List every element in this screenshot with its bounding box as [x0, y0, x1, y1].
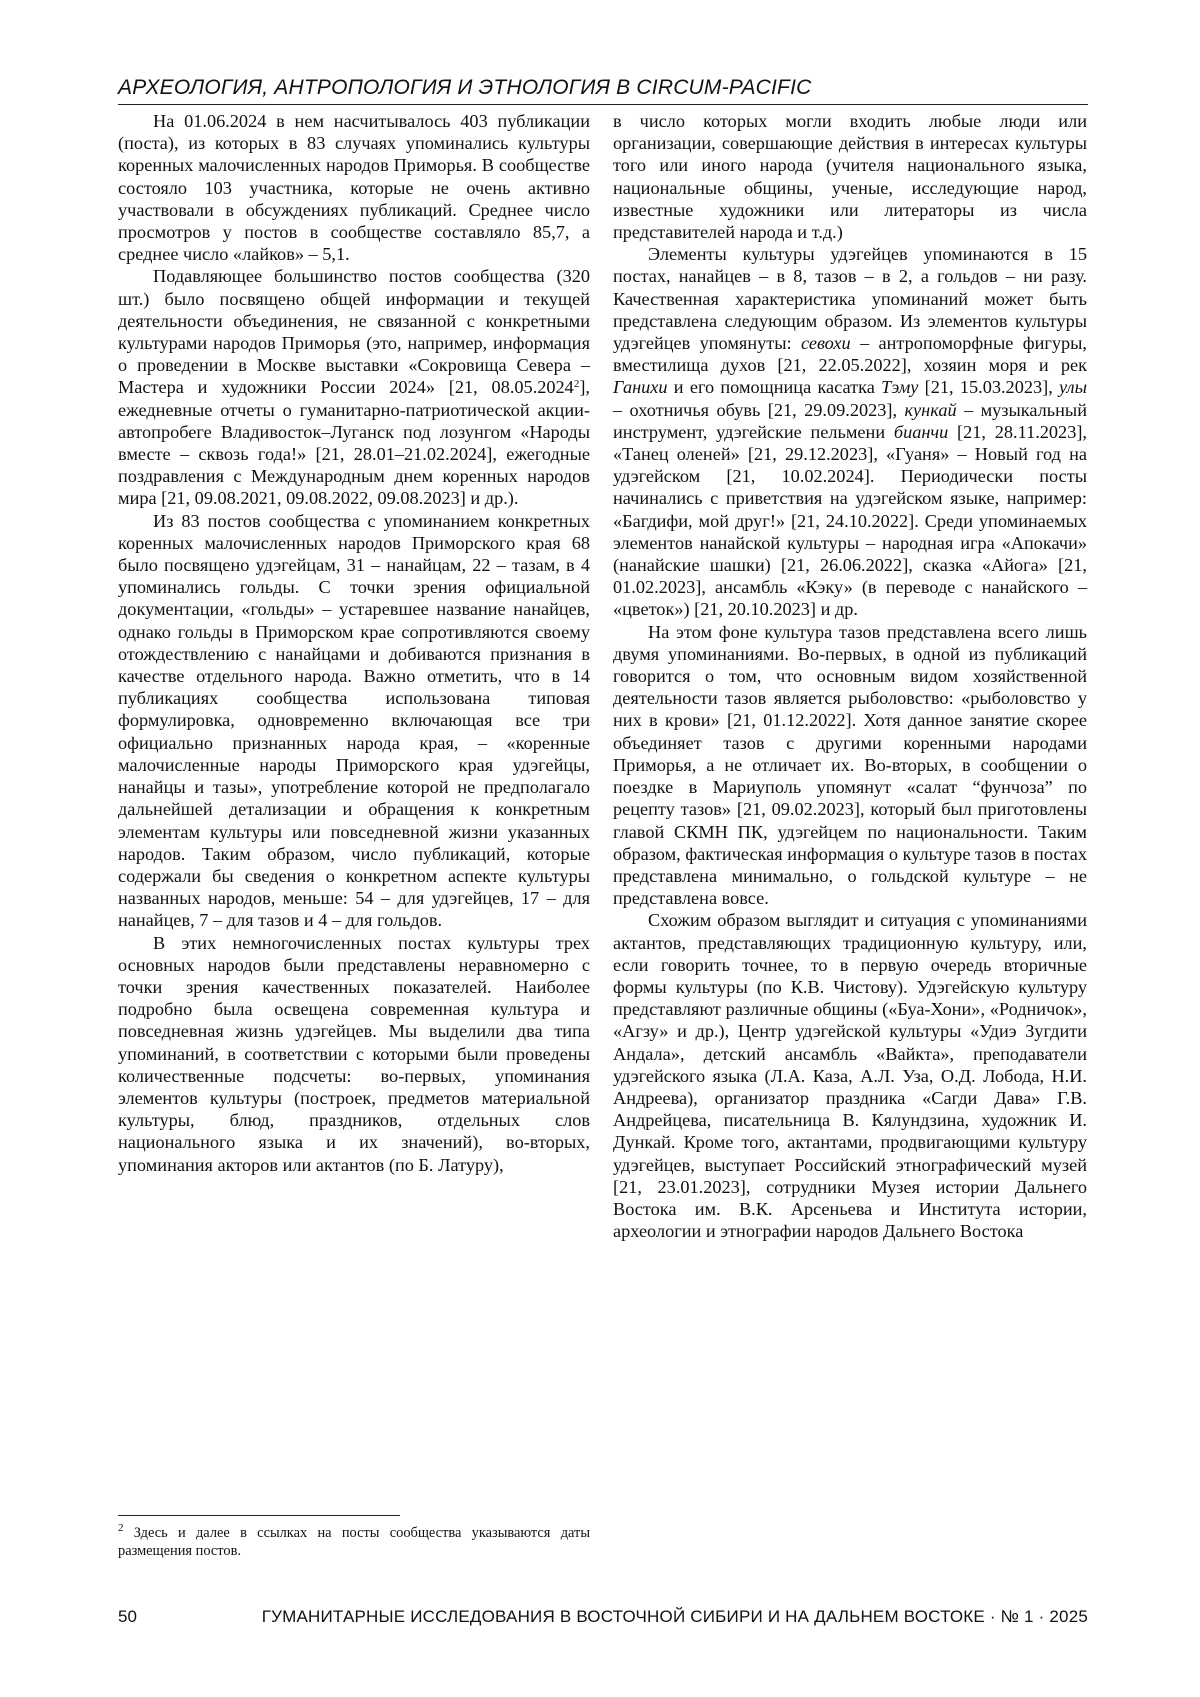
italic-term: Ганихи — [613, 377, 668, 398]
paragraph — [613, 243, 1087, 620]
paragraph-continued: в число которых могли входить любые люди или организации, совершающие действия в интересах культуры того или иного народа (учителя национального языка, национальные общины, ученые, исследующие народ, известные художники или литераторы из числа представителей народа и т.д.) — [613, 111, 1087, 243]
footnote-reference[interactable]: 2 — [573, 378, 580, 391]
left-column — [118, 110, 590, 1176]
paragraph-text: Элементы культуры удэгейцев упоминаются в 15 постах, нанайцев – в 8, тазов – в 2, а гольдов – ни разу. Качественная характеристика упоминаний может быть представлена следующим образом. Из элементов культуры удэгейцев упомянуты: — [613, 244, 1087, 354]
paragraph-text: Подавляющее большинство постов сообщества (320 шт.) было посвящено общей информации и текущей деятельности объединения, не связанной с конкретными культурами народов Приморья (это, например, информация о проведении в Москве выставки «Сокровища Севера – Мастера и художники России 2024» [21, 08.05.2024 — [118, 266, 590, 398]
paragraph-text: – охотничья обувь [21, 29.09.2023], — [613, 399, 905, 420]
italic-term: улы — [1059, 377, 1088, 398]
paragraph-text: – музыкальный инструмент, удэгейские пельмени — [613, 399, 1087, 442]
journal-name: ГУМАНИТАРНЫЕ ИССЛЕДОВАНИЯ В ВОСТОЧНОЙ СИБИРИ И НА ДАЛЬНЕМ ВОСТОКЕ · № 1 · 2025 — [261, 1607, 1088, 1626]
paragraph: На 01.06.2024 в нем насчитывалось 403 публикации (поста), из которых в 83 случаях упоминались культуры коренных малочисленных народов Приморья. В сообществе состояло 103 участника, которые не очень активно участвовали в обсуждениях публикаций. Среднее число просмотров у постов в сообществе составляло 85,7, а среднее число «лайков» – 5,1. — [118, 111, 590, 265]
paragraph-text: – антропоморфные фигуры, вместилища духов [21, 22.05.2022], хозяин моря и рек — [613, 333, 1087, 376]
footnote-divider — [118, 1515, 400, 1516]
page-number: 50 — [118, 1607, 137, 1626]
paragraph-text: ], ежедневные отчеты о гуманитарно-патриотической акции-автопробеге Владивосток–Луганск под лозунгом «Народы вместе – сквозь года!» [21, 28.01–21.02.2024], ежегодные поздравления с Международным днем коренных народов мира [21, 09.08.2021, 09.08.2022, 09.08.2023] и др.). — [118, 377, 590, 509]
running-header: АРХЕОЛОГИЯ, АНТРОПОЛОГИЯ И ЭТНОЛОГИЯ В CIRCUM-PACIFIC — [118, 72, 1088, 105]
footnote — [118, 1524, 590, 1560]
paragraph-text: [21, 15.03.2023], — [918, 377, 1060, 398]
footnote-text: Здесь и далее в ссылках на посты сообщества указываются даты размещения постов. — [118, 1525, 590, 1559]
right-column — [613, 110, 1087, 1242]
paragraph: Из 83 постов сообщества с упоминанием конкретных коренных малочисленных народов Приморского края 68 было посвящено удэгейцам, 31 – нанайцам, 22 – тазам, в 4 упоминались гольды. С точки зрения официальной документации, «гольды» – устаревшее название нанайцев, однако гольды в Приморском крае сопротивляются своему отождествлению с нанайцами и добиваются признания в качестве отдельного народа. Важно отметить, что в 14 публикациях сообщества использована типовая формулировка, одновременно включающая все три официально признанных народа края, – «коренные малочисленные народы Приморского края удэгейцы, нанайцы и тазы», употребление которой не предполагало дальнейшей детализации и обращения к конкретным элементам культуры или повседневной жизни указанных народов. Таким образом, число публикаций, которые содержали бы сведения о конкретном аспекте культуры названных народов, меньше: 54 – для удэгейцев, 17 – для нанайцев, 7 – для тазов и 4 – для гольдов. — [118, 510, 590, 931]
paragraph: На этом фоне культура тазов представлена всего лишь двумя упоминаниями. Во-первых, в одной из публикаций говорится о том, что основным видом хозяйственной деятельности тазов является рыболовство: «рыболовство у них в крови» [21, 01.12.2022]. Хотя данное занятие скорее объединяет тазов с другими коренными народами Приморья, а не отличает их. Во-вторых, в сообщении о поездке в Мариуполь упомянут «салат “фунчоза” по рецепту тазов» [21, 09.02.2023], который был приготовлены главой СКМН ПК, удэгейцем по национальности. Таким образом, фактическая информация о культуре тазов в постах представлена минимально, о гольдской культуре – не представлена вовсе. — [613, 621, 1087, 909]
italic-term: севохи — [800, 333, 851, 354]
paragraph: Схожим образом выглядит и ситуация с упоминаниями актантов, представляющих традиционную культуру, или, если говорить точнее, то в первую очередь вторичные формы культуры (по К.В. Чистову). Удэгейскую культуру представляют различные общины («Буа-Хони», «Родничок», «Агзу» и др.), Центр удэгейской культуры «Удиэ Зугдити Андала», детский ансамбль «Вайкта», преподаватели удэгейского языка (Л.А. Каза, А.Л. Уза, О.Д. Лобода, Н.И. Андреева), организатор праздника «Сагди Дава» Г.В. Андрейцева, писательница В. Кялундзина, художник И. Дункай. Кроме того, актантами, продвигающими культуру удэгейцев, выступает Российский этнографический музей [21, 23.01.2023], сотрудники Музея истории Дальнего Востока им. В.К. Арсеньева и Института истории, археологии и этнографии народов Дальнего Востока — [613, 910, 1087, 1242]
paragraph-text: [21, 28.11.2023], «Танец оленей» [21, 29.12.2023], «Гуаня» – Новый год на удэгейском [21, 10.02.2024]. Периодически посты начинались с приветствия на удэгейском языке, например: «Багдифи, мой друг!» [21, 24.10.2022]. Среди упоминаемых элементов нанайской культуры – народная игра «Апокачи» (нанайские шашки) [21, 26.06.2022], сказка «Айога» [21, 01.02.2023], ансамбль «Кэку» (в переводе с нанайского – «цветок») [21, 20.10.2023] и др. — [613, 421, 1087, 620]
paragraph — [118, 265, 590, 509]
paragraph-text: и его помощница касатка — [667, 377, 882, 398]
italic-term: Тэму — [881, 377, 919, 398]
running-footer — [118, 1605, 1088, 1629]
footnote-marker: 2 — [118, 1522, 124, 1534]
paragraph: В этих немногочисленных постах культуры трех основных народов были представлены неравномерно с точки зрения качественных показателей. Наиболее подробно была освещена современная культура и повседневная жизнь удэгейцев. Мы выделили два типа упоминаний, в соответствии с которыми были проведены количественные подсчеты: во-первых, упоминания элементов культуры (построек, предметов материальной культуры, блюд, праздников, отдельных слов национального языка и их значений), во-вторых, упоминания акторов или актантов (по Б. Латуру), — [118, 932, 590, 1175]
italic-term: кункай — [904, 399, 957, 420]
italic-term: бианчи — [893, 421, 949, 442]
